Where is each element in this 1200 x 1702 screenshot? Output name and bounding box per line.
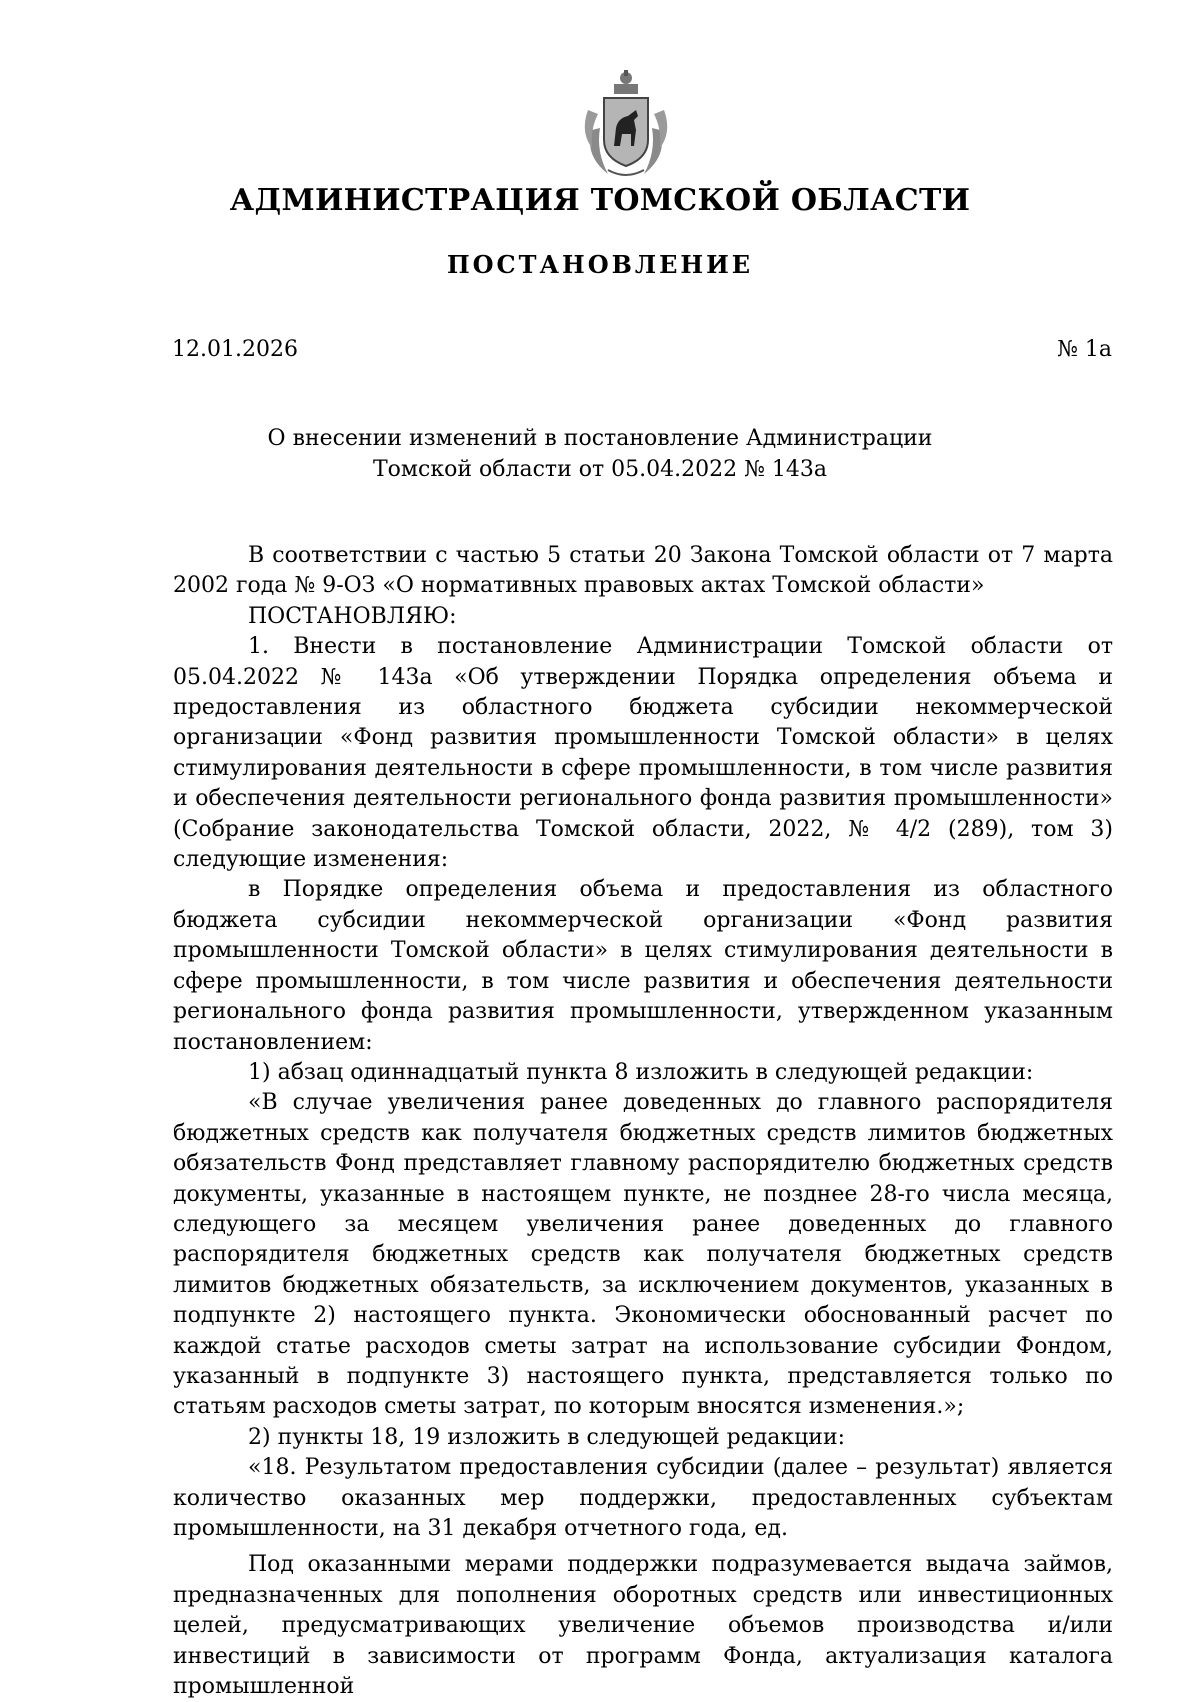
document-body [173, 541, 1113, 1702]
paragraph: 2) пункты 18, 19 изложить в следующей редакции: [248, 1424, 846, 1450]
document-number: № 1а [1057, 337, 1112, 362]
organization-title: АДМИНИСТРАЦИЯ ТОМСКОЙ ОБЛАСТИ [229, 183, 971, 218]
document-date: 12.01.2026 [172, 337, 298, 362]
subject-line: О внесении изменений в постановление Администрации [267, 426, 933, 451]
document-subject [0, 423, 1200, 485]
document-type: ПОСТАНОВЛЕНИЕ [446, 250, 754, 279]
paragraph: в Порядке определения объема и предоставления из областного бюджета субсидии некоммерческой организации «Фонд развития промышленности Томской области» в целях стимулирования деятельности в сфере промышленности, в том числе развития и обеспечения деятельности регионального фонда развития промышленности, утвержденном указанным постановлением: [173, 877, 1113, 1055]
paragraph: ПОСТАНОВЛЯЮ: [248, 603, 457, 629]
coat-of-arms-icon [578, 70, 674, 180]
paragraph: В соответствии с частью 5 статьи 20 Закона Томской области от 7 марта 2002 года № 9-ОЗ «О нормативных правовых актах Томской области» [173, 543, 1113, 599]
subject-line: Томской области от 05.04.2022 № 143а [372, 457, 828, 482]
paragraph: 1. Внести в постановление Администрации Томской области от 05.04.2022 № 143а «Об утверждении Порядка определения объема и предоставления из областного бюджета субсидии некоммерческой организации «Фонд развития промышленности Томской области» в целях стимулирования деятельности в сфере промышленности, в том числе развития и обеспечения деятельности регионального фонда развития промышленности» (Собрание законодательства Томской области, 2022, № 4/2 (289), том 3) следующие изменения: [173, 634, 1113, 873]
paragraph: «В случае увеличения ранее доведенных до главного распорядителя бюджетных средств как получателя бюджетных средств лимитов бюджетных обязательств Фонд представляет главному распорядителю бюджетных средств документы, указанные в настоящем пункте, не позднее 28-го числа месяца, следующего за месяцем увеличения ранее доведенных до главного распорядителя бюджетных средств как получателя бюджетных средств лимитов бюджетных обязательств, за исключением документов, указанных в подпункте 2) настоящего пункта. Экономически обоснованный расчет по каждой статье расходов сметы затрат на использование субсидии Фондом, указанный в подпункте 3) настоящего пункта, представляется только по статьям расходов сметы затрат, по которым вносятся изменения.»; [173, 1090, 1113, 1420]
paragraph: Под оказанными мерами поддержки подразумевается выдача займов, предназначенных для пополнения оборотных средств или инвестиционных целей, предусматривающих увеличение объемов производства и/или инвестиций в зависимости от программ Фонда, актуализация каталога промышленной [173, 1552, 1113, 1700]
paragraph: «18. Результатом предоставления субсидии (далее – результат) является количество оказанных мер поддержки, предоставленных субъектам промышленности, на 31 декабря отчетного года, ед. [173, 1455, 1113, 1541]
paragraph: 1) абзац одиннадцатый пункта 8 изложить в следующей редакции: [248, 1059, 1034, 1085]
